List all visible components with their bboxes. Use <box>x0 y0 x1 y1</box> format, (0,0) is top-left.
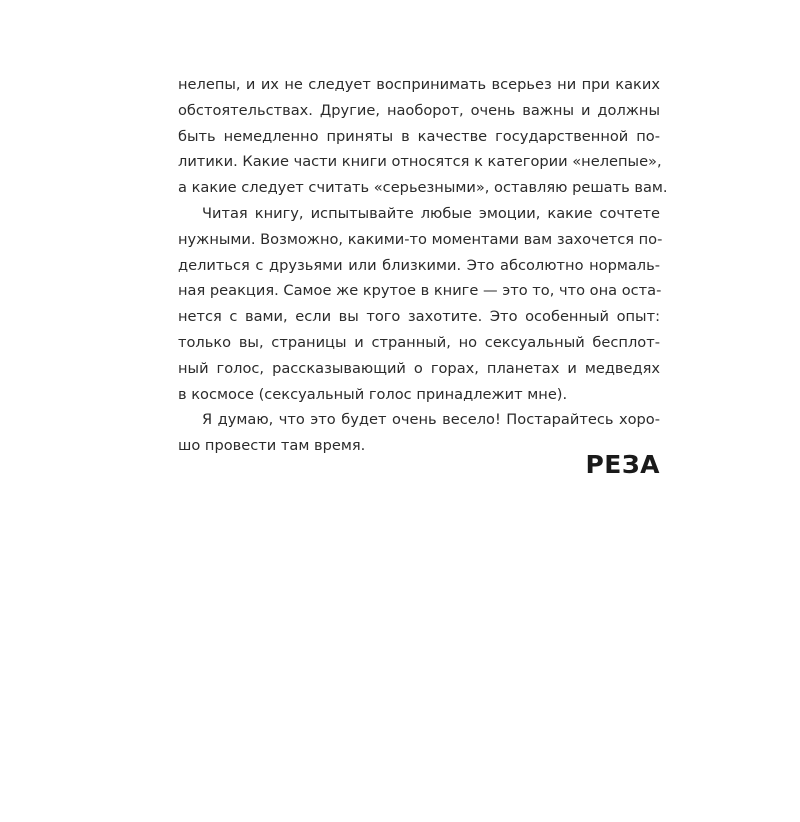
text-line: только вы, страницы и странный, но сексуальный бесплот- <box>178 333 660 351</box>
text-line: Читая книгу, испытывайте любые эмоции, какие сочтете <box>202 204 660 222</box>
text-line: делиться с друзьями или близкими. Это абсолютно нормаль- <box>178 256 660 274</box>
text-line: ная реакция. Самое же крутое в книге — это то, что она оста- <box>178 282 662 300</box>
text-line: шо провести там время. <box>178 437 366 455</box>
paragraph-2 <box>178 201 663 407</box>
text-line: быть немедленно приняты в качестве государственной по- <box>178 127 660 145</box>
text-line: а какие следует считать «серьезными», оставляю решать вам. <box>178 179 668 197</box>
text-line: ный голос, рассказывающий о горах, планетах и медведях <box>178 359 660 377</box>
text-line: нется с вами, если вы того захотите. Это особенный опыт: <box>178 308 660 326</box>
body-text <box>178 72 668 459</box>
author-signature: РЕЗА <box>585 450 660 479</box>
text-line: в космосе (сексуальный голос принадлежит мне). <box>178 385 568 403</box>
text-line: Я думаю, что это будет очень весело! Постарайтесь хоро- <box>202 411 660 429</box>
text-line: литики. Какие части книги относятся к категории «нелепые», <box>178 153 662 171</box>
text-line: нужными. Возможно, какими-то моментами вам захочется по- <box>178 230 663 248</box>
text-line: обстоятельствах. Другие, наоборот, очень важны и должны <box>178 101 660 119</box>
text-line: нелепы, и их не следует воспринимать всерьез ни при каких <box>178 76 660 93</box>
paragraph-1 <box>178 72 668 201</box>
